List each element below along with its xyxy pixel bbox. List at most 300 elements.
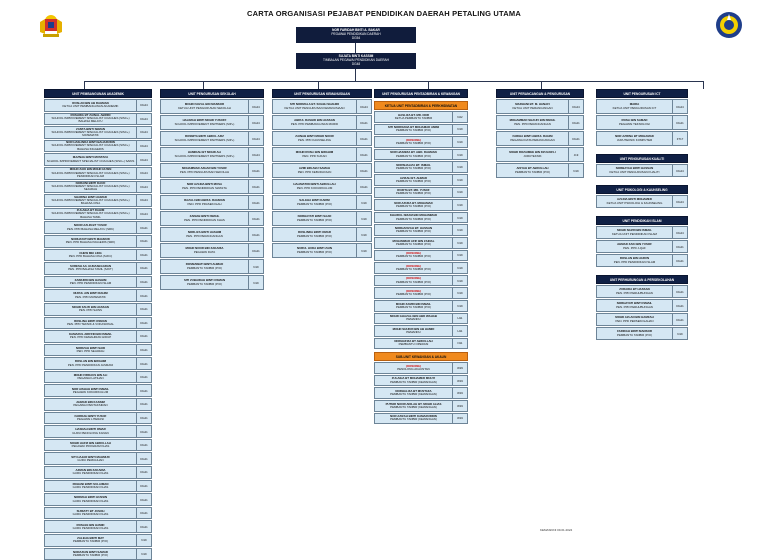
staff-grade: DG41 [248,228,263,241]
staff-row [596,99,688,114]
staff-role: GURU PENOLONG KANAN [72,430,109,435]
staff-role: PEGAWAI PROGRAM KHAS [71,444,110,449]
staff-row [44,317,152,330]
staff-row [44,113,152,126]
staff-info [45,453,136,464]
staff-info [273,116,356,129]
staff-info [497,100,568,113]
staff-info [45,100,136,111]
staff-info [375,188,452,198]
staff-name: NURUL HUDA BINTI ZAIN [296,246,332,251]
staff-grade: W19 [452,388,467,398]
staff-role: PEMBANTU TADBIR (P/O) [73,552,108,557]
staff-row [496,147,584,162]
staff-row [160,163,264,178]
staff-row [596,240,688,253]
staff-info [597,300,672,311]
staff-row [272,115,372,130]
staff-role: PEGAWAI DATA [193,249,216,254]
staff-row [160,179,264,194]
staff-name: (KOSONG) [406,288,421,293]
staff-row [374,338,468,350]
staff-name: ROSLINA BINTI OSMAN [74,318,107,323]
staff-row [596,313,688,326]
staff-name: AZMAN BIN ZAKARIA [75,468,106,473]
staff-row [44,167,152,180]
staff-info [45,195,136,206]
staff-role: KETUA UNIT PSIKOLOGI & KAUNSELING [606,200,663,205]
staff-grade: DG41 [136,290,151,301]
staff-info [375,263,452,273]
staff-grade: DG41 [248,196,263,209]
staff-grade: N19 [452,188,467,198]
staff-name: ROHANI BINTI SULAIMAN [72,481,109,486]
staff-row [374,111,468,123]
staff-role: PEN. PPD TEKNIK & VOKASIONAL [67,321,114,326]
staff-name: NOR HASNIZA BT. ABD. RAHMAN [390,150,437,155]
staff-role: PEGAWAI TEKNOLOGI [619,121,650,126]
deputy-officer-box [296,53,416,69]
unit-header: UNIT PERHUBUNGAN & PERSEKOLAHAN [596,275,688,284]
staff-grade: DG41 [136,385,151,396]
staff-row [596,226,688,239]
connector-line [84,81,85,89]
staff-role: PEN. PPD PERANCANGAN [186,233,223,238]
staff-role: PEMBANTU TADBIR (P/O) [396,241,431,246]
staff-role: PEMBANTU TADBIR (P/O) [396,178,431,183]
staff-row [44,126,152,139]
staff-info [273,212,356,225]
staff-name: HASNAH BINTI OMAR [75,427,106,432]
staff-name: NOR AZRINA BT MOHAMAD [615,134,654,139]
staff-info [273,148,356,161]
staff-row [44,221,152,234]
staff-role: GURU PENDIDIKAN KHAS [72,498,109,503]
staff-info [45,440,136,451]
staff-grade: N19 [452,200,467,210]
staff-info [497,148,568,161]
staff-grade: N19 [452,288,467,298]
staff-row [596,285,688,298]
staff-name: (KOSONG) [406,263,421,268]
staff-info [375,376,452,386]
staff-grade: DG41 [136,494,151,505]
staff-name: NORHALIZA BT MUSTAFA [395,389,432,394]
staff-grade: DG44 [136,209,151,220]
staff-grade: N19 [356,196,371,209]
staff-role: PEN. PPD PRASEKOLAH [187,201,222,206]
staff-grade: DG41 [136,358,151,369]
staff-row [272,243,372,258]
staff-role: JURUTEKNIK KOMPUTER [616,137,653,142]
staff-info [597,255,672,266]
connector-line [318,81,319,89]
staff-grade: DG41 [568,116,583,129]
staff-row [44,235,152,248]
staff-row [44,303,152,316]
staff-grade: DG44 [568,100,583,113]
staff-name: MOHD HAFIZ BIN ABDULLAH [70,440,111,445]
staff-name: NOR AZURA BT. MOHAMAD [394,200,433,205]
connector-line [355,43,356,53]
staff-role: KETUA UNIT PENGURUSAN KEMANUSIAAN [284,105,345,110]
staff-name: ROSLAN BIN HARUN [619,256,650,261]
staff-name: (KOSONG) [406,276,421,281]
staff-role: PEMBANTU TADBIR (KEWANGAN) [390,392,437,397]
staff-role: PEN. PPD KEBUDAYAAN [297,169,332,174]
staff-role: PEGAWAI LATIHAN [77,376,104,381]
staff-role: PEMBANTU TADBIR (P/O) [396,128,431,133]
staff-row [160,147,264,162]
staff-grade: DG41 [136,453,151,464]
staff-grade: N19 [452,238,467,248]
staff-row [44,466,152,479]
staff-info [273,196,356,209]
column-humanities [272,89,372,258]
connector-line [428,81,429,89]
page-title: CARTA ORGANISASI PEJABAT PENDIDIKAN DAERAH PETALING UTAMA [247,9,521,18]
staff-name: ZALEHA BINTI MAT [77,536,104,541]
staff-role: SCHOOL IMPROVEMENT SPECIALIST COACHES (SISC+) BAHASA TAMIL [51,211,130,219]
staff-row [44,439,152,452]
staff-row [272,211,372,226]
staff-info [45,508,136,519]
staff-row [374,387,468,399]
staff-row [160,275,264,290]
unit-group [596,216,688,267]
staff-info [375,150,452,160]
staff-grade: N19 [452,276,467,286]
staff-info [161,148,248,161]
staff-name: (KOSONG) [406,137,421,142]
staff-grade: DG41 [356,132,371,145]
staff-role: PEMBANTU OPERASI [398,342,429,347]
staff-name: MAZNAH BINTI MUSTAFA [72,155,109,160]
staff-row [44,452,152,465]
staff-grade: DG41 [136,508,151,519]
staff-row [374,124,468,136]
staff-role: PENOLONG AKAUNTAN [397,367,430,372]
staff-row [44,493,152,506]
staff-grade: DG41 [136,345,151,356]
staff-name: ZAINAB BINTI ISMAIL [189,214,220,219]
staff-name: ROSNITA BINTI ABDUL AZIZ [185,134,224,139]
staff-name: MOHD ROSLI BIN IBRAHIM [295,150,334,155]
staff-name: RAZALI BIN ABDUL RAHMAN [184,198,225,203]
staff-grade: N19 [452,162,467,172]
staff-row [374,287,468,299]
staff-role: KETUA UNIT PENDIDIKAN ISLAM [612,231,657,236]
staff-row [496,99,584,114]
staff-name: MOHAMMAD SHAUFI BIN ISMAIL [509,118,556,123]
staff-role: PEMBANTU TADBIR (P/O) [396,153,431,158]
staff-role: PEMBANTU TADBIR (P/O) [396,304,431,309]
staff-name: NOR AZIZAH BINTI KAMARUDDIN [390,414,437,419]
staff-info [161,196,248,209]
staff-role: GURU PENDIDIKAN KHAS [72,512,109,517]
staff-info [597,241,672,252]
staff-name: HALIMATON BINTI ABDULLAH [293,182,336,187]
staff-grade: DG44 [672,100,687,113]
staff-row [160,115,264,130]
staff-info [375,251,452,261]
staff-row [374,400,468,412]
staff-name: MOHD GHAZALI BIN ABD WAHAB [390,314,437,319]
staff-grade: N19 [136,535,151,546]
staff-name: SURIATY BT JUSOH [76,508,105,513]
staff-grade: DG41 [136,250,151,261]
staff-info [161,132,248,145]
staff-role: PEN. PPD PENDIDIKAN JASMANI [67,362,114,367]
staff-role: PEN. PPD PENDIDIKAN ISLAM [69,281,112,286]
staff-role: PEMBANTU TADBIR (P/O) [396,140,431,145]
staff-role: PEMBANTU TADBIR (P/O) [396,266,431,271]
staff-role: PEMBANTU TADBIR (P/O) [515,169,550,174]
staff-name: AISYAH BT ABDULLAH [516,166,549,171]
staff-row [374,250,468,262]
staff-role: PEGAWAI LITERASI [77,416,104,421]
staff-role: PEMBANTU TADBIR (P/O) [396,166,431,171]
staff-name: SITI HAJAR BINTI MAHMUD [71,454,110,459]
staff-info [375,238,452,248]
staff-name: NORHAFIZAH BT. HASSAN [394,225,433,230]
staff-name: ROSMAWATI BINTI AHMAD [185,262,224,267]
staff-info [375,401,452,411]
staff-grade: DG41 [136,277,151,288]
staff-name: MOHD FAIZAL BIN MANSOR [184,102,225,107]
staff-row [596,131,688,146]
staff-role: PEN. PPD J-QAF [623,245,646,250]
staff-name: ROZITA BT. MD. YUSOF [397,188,430,193]
staff-row [44,194,152,207]
staff-grade: H11 [452,314,467,324]
unit-header: UNIT PENGURUSAN PENTADBIRAN & KEWANGAN [374,89,468,98]
staff-row [272,147,372,162]
staff-row [44,534,152,547]
staff-grade: DG44 [136,154,151,165]
staff-row [44,289,152,302]
staff-role: PEMBANTU TADBIR (P/O) [297,249,332,254]
staff-name: AHMAD BIN KASSIM [76,400,105,405]
unit-group [596,185,688,208]
staff-grade: DG44 [356,100,371,113]
staff-row [496,131,584,146]
unit-header: UNIT PSIKOLOGI & KAUNSELING [596,185,688,194]
staff-name: SALEHA BINTI KARIM [299,198,330,203]
staff-grade: W19 [452,401,467,411]
staff-grade: DG44 [136,182,151,193]
staff-role: SCHOOL IMPROVEMENT SPECIALIST COACHES (SISC+) BAHASA MELAYU [51,116,130,124]
staff-role: PEN. PPD MATEMATIK [75,294,106,299]
staff-info [375,162,452,172]
staff-role: PEMANDU [406,317,421,322]
staff-info [45,426,136,437]
staff-role: PEMBANTU TADBIR (P/O) [617,332,652,337]
staff-info [161,244,248,257]
staff-info [597,116,672,129]
staff-name: NORAZIAN BINTI SAMAD [72,549,108,554]
staff-grade: N11 [452,339,467,349]
staff-role: PEMBANTU TADBIR (P/O) [396,229,431,234]
staff-grade: DG41 [136,440,151,451]
staff-row [374,362,468,374]
column-administration [374,89,468,424]
staff-role: PEN. PPD BAHASA CINA (SJKC) [68,253,113,258]
staff-name: MOHD NAZRI BIN ISMAIL [617,228,652,233]
staff-role: PEGAWAI PENTAKSIRAN [73,403,108,408]
staff-info [375,125,452,135]
staff-role: KETUA UNIT PEMBANGUNAN AKADEMIK [62,104,119,109]
staff-grade: N19 [452,150,467,160]
staff-row [374,136,468,148]
staff-name: MOHD NOOR BIN ZAKARIA [185,246,224,251]
staff-role: GURU PENDIDIKAN KHAS [72,484,109,489]
staff-info [45,182,136,193]
staff-row [160,99,264,114]
staff-name: ROSLAN BIN AB RAHMAN [72,101,109,106]
staff-role: SCHOOL IMPROVEMENT PARTNERS (SIP+) [174,121,235,126]
staff-name: NURUL AIN BINTI RAHIM [73,291,108,296]
staff-info [161,164,248,177]
staff-role: PEMBANTU TADBIR (P/O) [396,216,431,221]
staff-grade: N19 [452,251,467,261]
staff-info [45,236,136,247]
staff-info [45,114,136,125]
staff-row [160,259,264,274]
staff-row [160,131,264,146]
staff-name: ZULAIHA BT MOHAMED MUHYI [391,376,436,381]
staff-info [45,318,136,329]
staff-info [45,358,136,369]
staff-role: PEMANDU [406,329,421,334]
deputy-officer-role: TIMBALAN PEGAWAI PENDIDIKAN DAERAH [322,58,389,62]
staff-role: PEMBANTU TADBIR (P/O) [396,254,431,259]
staff-grade: DG41 [672,116,687,129]
staff-role: PEMBANTU TADBIR (KEWANGAN) [390,417,437,422]
staff-row [44,412,152,425]
staff-role: JURUTEKNIK [523,153,542,158]
staff-role: SCHOOL IMPROVEMENT SPECIALIST COACHES (SISC+) PENDIDIKAN ISLAM [51,170,130,178]
staff-role: SCHOOL IMPROVEMENT SPECIALIST COACHES (SISC+) SEJARAH [51,184,130,192]
staff-row [44,140,152,153]
staff-role: PEN. PPD PENDIDIKAN KHAS [184,217,225,222]
unit-header: UNIT PENGURUSAN SEKOLAH [160,89,264,98]
staff-name: HALIMAH BINTI MOHD YUSOFF [182,118,227,123]
staff-grade: DG44 [248,148,263,161]
staff-info [45,549,136,560]
staff-grade: DG41 [248,180,263,193]
staff-grade: DG41 [672,314,687,325]
staff-info [597,196,672,207]
staff-grade: N19 [356,244,371,257]
staff-role: PEMBANTU TADBIR (P/O) [396,292,431,297]
deputy-officer-grade: DG48 [351,62,361,66]
staff-role: PEMBANTU TADBIR (P/O) [396,203,431,208]
staff-row [44,371,152,384]
staff-grade: DG44 [136,127,151,138]
staff-row [272,179,372,194]
staff-row [44,507,152,520]
staff-grade: DG44 [136,141,151,152]
staff-name: MOHD ROZAIMEE BIN DZULKIFLI [509,150,556,155]
staff-row [44,480,152,493]
staff-info [45,345,136,356]
staff-name: NOR AISHAH BINTI ISMAIL [71,386,110,391]
staff-row [272,163,372,178]
staff-role: PEN. PPD BAHASA TAMIL (SJKT) [68,267,113,272]
staff-info [273,164,356,177]
staff-row [374,237,468,249]
staff-row [272,99,372,114]
staff-row [374,199,468,211]
staff-info [45,222,136,233]
staff-grade: N19 [452,175,467,185]
staff-grade: DG44 [136,195,151,206]
footer-note: KEMASKINI 09.01.2024 [540,528,573,532]
staff-info [45,331,136,342]
staff-grade: DG41 [356,180,371,193]
staff-info [45,290,136,301]
unit-header: UNIT PEMBANGUNAN AKADEMIK [44,89,152,98]
staff-name: ABDUL RASHID BIN HASSAN [294,118,335,123]
staff-role: PEMBANTU TADBIR (P/O) [396,191,431,196]
staff-name: AHMAD ZAKI BIN YUSOF [617,242,652,247]
staff-info [45,141,136,152]
staff-info [45,168,136,179]
column-school-management [160,89,264,290]
staff-name: MOHD FAUZI BIN HASSAN [72,305,109,309]
staff-grade: DG44 [136,100,151,111]
staff-info [497,164,568,177]
staff-name: ZAINURIN BIN HASHIM [74,277,107,282]
staff-name: MOHD SHUKRI BIN AB HAMID [392,326,435,331]
staff-name: AZLINA BINTI MOHAMED [617,197,652,202]
staff-row [496,163,584,178]
staff-grade: DG41 [136,426,151,437]
connector-line [703,81,704,89]
staff-info [273,180,356,193]
staff-row [160,227,264,242]
staff-role: SCHOOL IMPROVEMENT SPECIALIST COACHES (SISC+) MATEMATIK [51,129,130,138]
unit-header: UNIT PERANCANGAN & PENGURUSAN [496,89,584,98]
staff-row [374,413,468,425]
staff-grade: DG41 [248,164,263,177]
staff-grade: DG41 [356,164,371,177]
staff-role: PEMBANTU TADBIR (P/O) [187,265,222,270]
staff-role: SCHOOL IMPROVEMENT PARTNERS (SIP+) [174,137,235,142]
staff-role: PEMBANTU TADBIR (KEWANGAN) [390,379,437,384]
staff-info [597,132,672,145]
staff-info [45,277,136,288]
staff-info [45,413,136,424]
staff-grade: DG44 [672,196,687,207]
staff-name: CHEW MEI LING [79,250,102,255]
staff-name: MOHD FIRDAUS BIN ALI [73,372,108,377]
staff-grade: DG41 [136,481,151,492]
staff-role: GURU PENDIDIKAN KHAS [72,471,109,476]
staff-name: ZURAIDA BT HASSAN [619,287,650,292]
staff-row [596,299,688,312]
unit-header: UNIT PENGURUSAN ICT [596,89,688,98]
staff-row [374,313,468,325]
staff-row [44,357,152,370]
staff-name: NORLIZA BINTI HASHIM [187,230,222,235]
staff-name: ZANTA BINTI SEMAN [75,127,106,131]
staff-name: ROSLEE BIN HAMID [76,522,105,527]
staff-info [273,244,356,257]
staff-grade: DG41 [672,286,687,297]
staff-info [45,154,136,165]
